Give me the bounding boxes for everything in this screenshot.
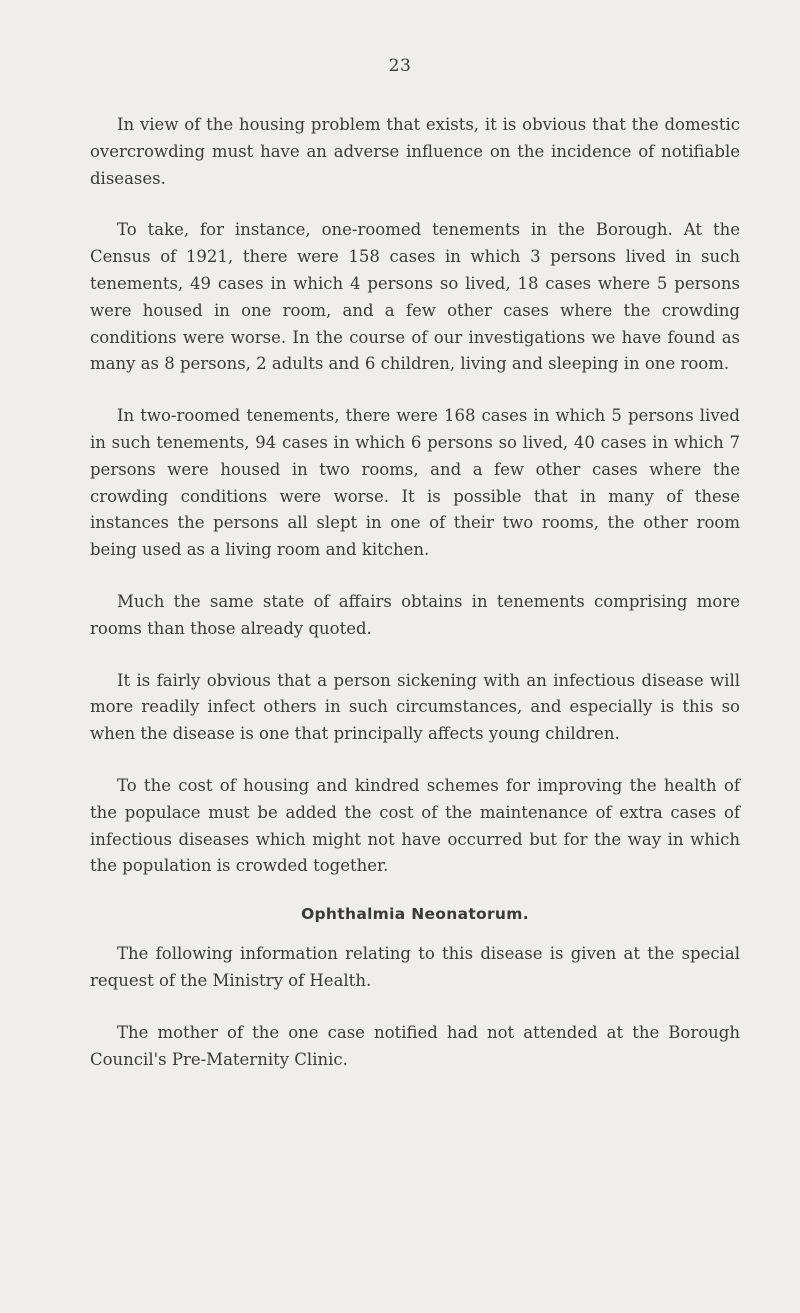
paragraph-cost-of-housing: To the cost of housing and kindred schemes for improving the health of the populace must be added the cost of the maintenance of extra cases of infectious diseases which might not have occurred but for the way in which the population is crowded together. <box>90 775 740 876</box>
paragraph-clinic-attendance: The mother of the one case notified had not attended at the Borough Council's Pre-Maternity Clinic. <box>90 1022 740 1069</box>
document-body <box>90 112 740 1073</box>
section-heading: Ophthalmia Neonatorum. <box>301 905 529 924</box>
paragraph-ministry-request: The following information relating to this disease is given at the special request of the Ministry of Health. <box>90 944 740 990</box>
paragraph-infection-spread: It is fairly obvious that a person sickening with an infectious disease will more readily infect others in such circumstances, and especially is this so when the disease is one that principally affects young children. <box>90 670 740 744</box>
paragraph-one-roomed-tenements: To take, for instance, one-roomed tenements in the Borough. At the Census of 1921, there were 158 cases in which 3 persons lived in such tenements, 49 cases in which 4 persons so lived, 18 cases where 5 persons were housed in one room, and a few other cases where the crowding conditions were worse. In the course of our investigations we have found as many as 8 persons, 2 adults and 6 children, living and sleeping in one room. <box>90 220 740 374</box>
paragraph-housing-problem: In view of the housing problem that exists, it is obvious that the domestic overcrowding must have an adverse influence on the incidence of notifiable diseases. <box>90 115 740 188</box>
page-number: 23 <box>388 56 412 76</box>
paragraph-more-rooms: Much the same state of affairs obtains in tenements comprising more rooms than those already quoted. <box>90 591 740 638</box>
paragraph-two-roomed-tenements: In two-roomed tenements, there were 168 cases in which 5 persons lived in such tenements, 94 cases in which 6 persons so lived, 40 cases in which 7 persons were housed in two rooms, and a few other cases where the crowding conditions were worse. It is possible that in many of these instances the persons all slept in one of their two rooms, the other room being used as a living room and kitchen. <box>90 406 740 560</box>
